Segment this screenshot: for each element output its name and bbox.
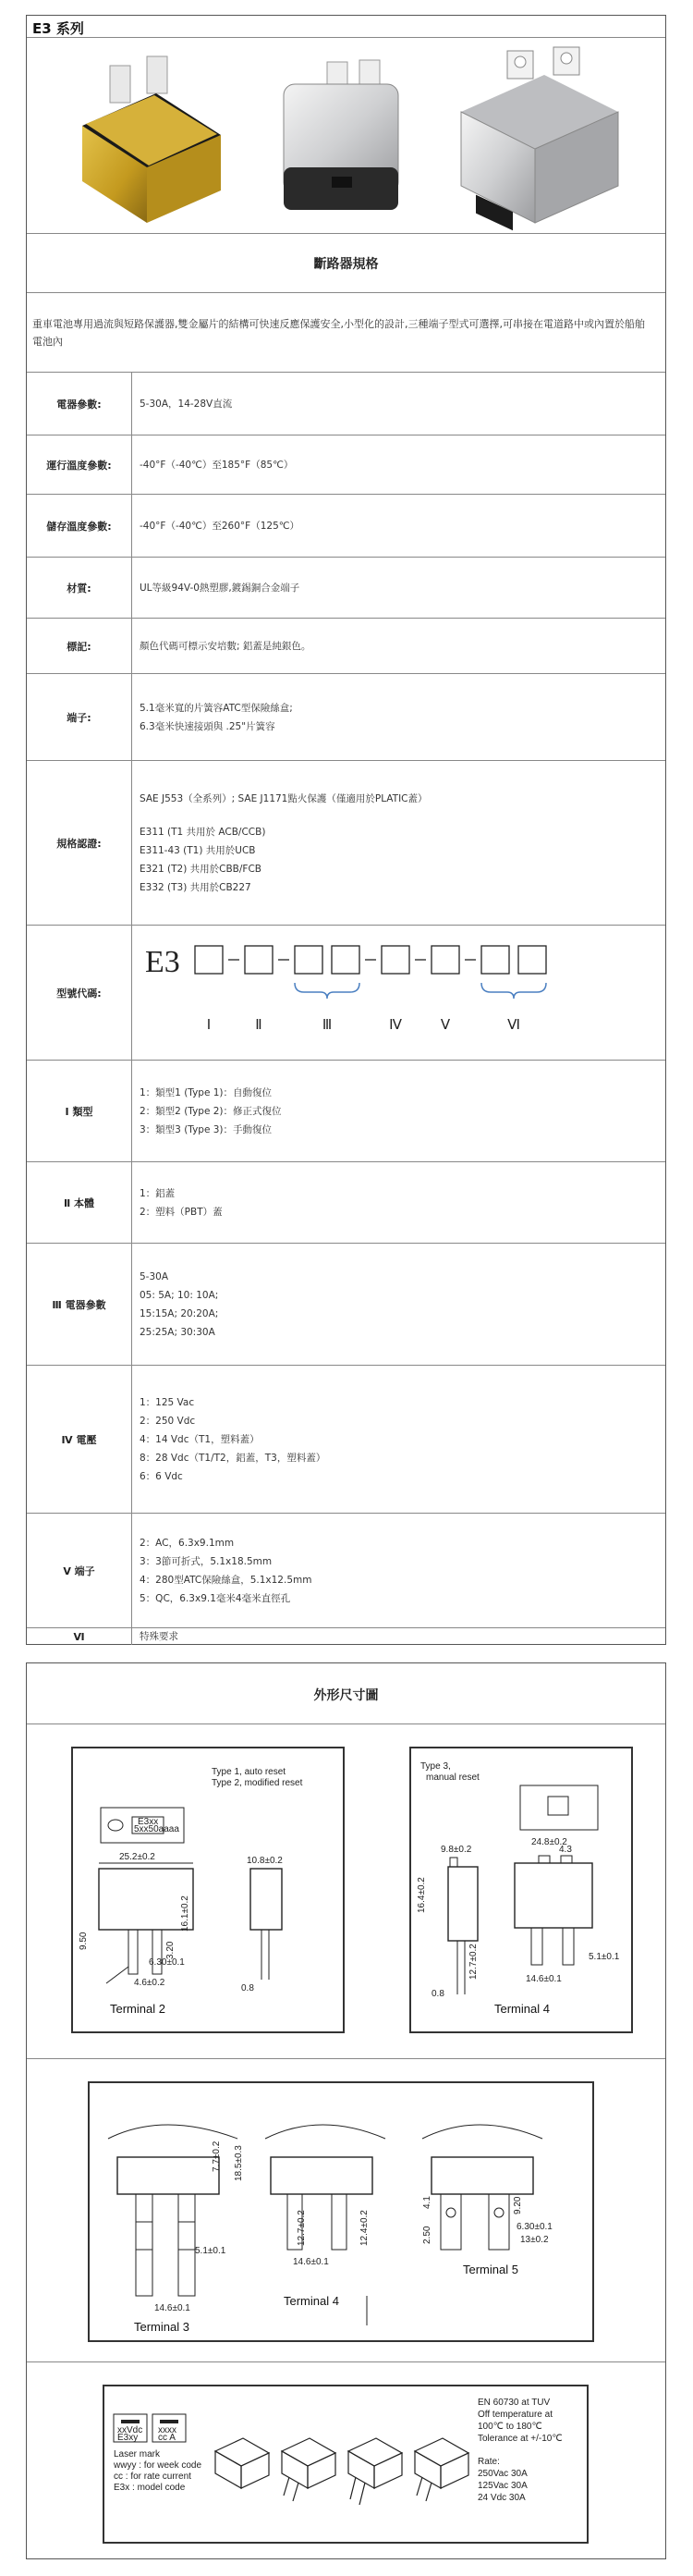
code-position-6: Ⅵ xyxy=(507,1018,520,1033)
dimension-label: 25.2±0.2 xyxy=(119,1852,155,1862)
spec-value: 5.1毫米寬的片簧容ATC型保險絲盒; xyxy=(140,702,293,714)
spec-value: -40°F（-40℃）至185°F（85℃） xyxy=(140,459,294,471)
dimension-label: 6.30±0.1 xyxy=(517,2222,553,2232)
code-box xyxy=(481,946,509,974)
option-value: 4：280型ATC保險絲盒，5.1x12.5mm xyxy=(140,1574,312,1586)
drawing-terminals-3-4-5 xyxy=(88,2081,594,2342)
option-row-special xyxy=(27,1628,665,1645)
dimension-section-3 xyxy=(27,2362,665,2558)
dimension-label: 12.7±0.2 xyxy=(297,2210,307,2246)
type-note: manual reset xyxy=(426,1773,480,1783)
terminal-label: Terminal 2 xyxy=(110,2002,165,2016)
option-row-body xyxy=(27,1162,665,1244)
label-text: 5xx50aaaa xyxy=(134,1824,179,1834)
dimension-label: 12.7±0.2 xyxy=(468,1944,479,1980)
code-box xyxy=(332,946,359,974)
spec-label: 端子: xyxy=(27,674,132,760)
dimension-label: 9.8±0.2 xyxy=(441,1845,472,1855)
spec-row-material xyxy=(27,558,665,619)
dimension-label: 4.6±0.2 xyxy=(134,1978,165,1988)
option-row-terminal xyxy=(27,1514,665,1628)
option-label: Ⅲ 電器參數 xyxy=(27,1244,132,1365)
dimension-label: 0.8 xyxy=(432,1989,444,1999)
dimension-heading: 外形尺寸圖 xyxy=(313,1688,379,1703)
spec-value: E321 (T2) 共用於CBB/FCB xyxy=(140,863,261,875)
spec-row-marking xyxy=(27,619,665,674)
bracket-group-3 xyxy=(295,983,359,999)
rate-text: 250Vac 30A xyxy=(478,2469,528,2479)
option-value: 特殊要求 xyxy=(140,1631,178,1642)
terminal-label: Terminal 4 xyxy=(284,2294,339,2308)
spec-value: -40°F（-40℃）至260°F（125℃） xyxy=(140,520,300,532)
terminal-label: Terminal 4 xyxy=(494,2002,550,2016)
option-value: 2：AC，6.3x9.1mm xyxy=(140,1537,235,1549)
legend-text: E3x : model code xyxy=(114,2483,186,2493)
spec-value: 顏色代碼可標示安培數; 鋁蓋是純銀色。 xyxy=(140,640,311,652)
rate-title: Rate: xyxy=(478,2457,500,2467)
dimension-label: 2.50 xyxy=(422,2226,432,2244)
title-row xyxy=(27,16,665,38)
intro-text: 重車電池專用過流與短路保護器,雙金屬片的結構可快速反應保護安全,小型化的設計,三種端子型式可選擇,可串接在電道路中或內置於船舶電池內 xyxy=(32,318,645,348)
spec-panel xyxy=(26,15,666,1645)
code-position-1: Ⅰ xyxy=(206,1018,212,1033)
type-note: Type 1, auto reset xyxy=(212,1767,286,1777)
dimension-label: 4.3 xyxy=(559,1845,572,1855)
code-brackets xyxy=(295,983,546,999)
spec-heading-row xyxy=(27,234,665,293)
spec-value: 5-30A，14-28V直流 xyxy=(140,398,233,410)
dimension-label: 9.50 xyxy=(79,1932,89,1950)
drawing-terminal-2-svg xyxy=(73,1748,343,2031)
spec-value: E332 (T3) 共用於CB227 xyxy=(140,881,251,893)
marking-text: cc A xyxy=(158,2433,176,2443)
spec-row-storage-temp xyxy=(27,495,665,558)
code-box xyxy=(382,946,409,974)
dimension-label: 0.8 xyxy=(241,1983,254,1993)
option-value: 5：QC，6.3x9.1毫米4毫米直徑孔 xyxy=(140,1592,291,1604)
dimension-label: 24.8±0.2 xyxy=(531,1837,567,1847)
spec-label: 電器參數: xyxy=(27,373,132,435)
legend-text: wwyy : for week code xyxy=(114,2460,202,2471)
dimension-label: 4.1 xyxy=(422,2196,432,2209)
rate-text: 125Vac 30A xyxy=(478,2481,528,2491)
code-box xyxy=(432,946,459,974)
code-box xyxy=(245,946,273,974)
option-value: 6：6 Vdc xyxy=(140,1470,183,1482)
product-photos xyxy=(27,38,665,234)
code-box xyxy=(295,946,322,974)
spec-label: 標記: xyxy=(27,619,132,673)
dimension-panel xyxy=(26,1662,666,2559)
cert-text: Off temperature at xyxy=(478,2410,553,2420)
dimension-label: 18.5±0.3 xyxy=(234,2145,244,2181)
code-boxes xyxy=(195,946,546,974)
spec-label: 材質: xyxy=(27,558,132,618)
silver-breaker-image xyxy=(284,60,398,210)
marking-drawing-svg xyxy=(104,2386,587,2542)
terminal-breaker-image xyxy=(461,47,618,230)
dimension-label: 16.4±0.2 xyxy=(417,1877,427,1913)
spec-value: E311-43 (T1) 共用於UCB xyxy=(140,844,256,856)
spec-row-electrical xyxy=(27,373,665,435)
breaker-sketches xyxy=(215,2438,468,2505)
spec-label: 運行溫度參數: xyxy=(27,435,132,494)
gold-breaker-image xyxy=(82,56,221,223)
spec-row-model-code xyxy=(27,926,665,1061)
drawing-terminal-4-svg xyxy=(411,1748,631,2031)
rate-text: 24 Vdc 30A xyxy=(478,2493,526,2503)
legend-text: Laser mark xyxy=(114,2449,161,2459)
bracket-group-6 xyxy=(481,983,546,999)
option-label: Ⅳ 電壓 xyxy=(27,1366,132,1513)
cert-text: Tolerance at +/-10℃ xyxy=(478,2434,563,2444)
option-value: 25:25A; 30:30A xyxy=(140,1326,215,1338)
option-value: 1：125 Vac xyxy=(140,1396,195,1408)
code-position-3: Ⅲ xyxy=(322,1018,333,1033)
type-note: Type 3, xyxy=(420,1761,451,1772)
option-value: 2：類型2 (Type 2)：修正式復位 xyxy=(140,1105,282,1117)
type-note: Type 2, modified reset xyxy=(212,1778,303,1788)
marking-drawing xyxy=(103,2385,589,2544)
dimension-label: 12.4±0.2 xyxy=(359,2210,370,2246)
option-value: 15:15A; 20:20A; xyxy=(140,1307,219,1319)
terminal-label: Terminal 3 xyxy=(134,2320,189,2334)
spec-label: 型號代碼: xyxy=(27,926,132,1061)
option-row-electrical xyxy=(27,1244,665,1366)
option-value: 1：類型1 (Type 1)：自動復位 xyxy=(140,1086,273,1098)
dimension-label: 13±0.2 xyxy=(520,2235,549,2245)
code-position-5: Ⅴ xyxy=(440,1018,451,1033)
option-value: 2：250 Vdc xyxy=(140,1415,196,1427)
terminal-label: Terminal 5 xyxy=(463,2263,518,2276)
option-value: 5-30A xyxy=(140,1270,169,1282)
drawing-terminal-2 xyxy=(71,1747,345,2033)
spec-label: 儲存溫度參數: xyxy=(27,495,132,557)
drawing-terminal-4 xyxy=(409,1747,633,2033)
spec-row-operating-temp xyxy=(27,435,665,495)
dimension-section-2 xyxy=(27,2059,665,2362)
option-value: 4：14 Vdc（T1，塑料蓋） xyxy=(140,1433,260,1445)
legend-text: cc : for rate current xyxy=(114,2472,191,2482)
code-position-4: Ⅳ xyxy=(389,1018,402,1033)
dimension-label: 7.7±0.2 xyxy=(212,2141,222,2172)
option-label: Ⅴ 端子 xyxy=(27,1514,132,1627)
dimension-label: 14.6±0.1 xyxy=(526,1974,562,1984)
option-value: 2：塑料（PBT）蓋 xyxy=(140,1206,223,1218)
option-value: 8：28 Vdc（T1/T2，鋁蓋，T3，塑料蓋） xyxy=(140,1452,326,1464)
code-box xyxy=(195,946,223,974)
dimension-label: 16.1±0.2 xyxy=(180,1895,190,1932)
spec-row-terminals xyxy=(27,674,665,761)
spec-row-certification xyxy=(27,761,665,926)
spec-label: 規格認證: xyxy=(27,761,132,925)
option-value: 1：鋁蓋 xyxy=(140,1187,176,1199)
option-row-type xyxy=(27,1061,665,1162)
code-position-2: Ⅱ xyxy=(255,1018,262,1033)
intro-row xyxy=(27,293,665,373)
dimension-heading-row xyxy=(27,1663,665,1724)
drawing-terminals-svg xyxy=(90,2083,592,2340)
series-title: E3 系列 xyxy=(32,20,84,37)
option-value: 3：3節可折式，5.1x18.5mm xyxy=(140,1555,273,1567)
breaker-photos-svg xyxy=(27,38,665,234)
code-box xyxy=(518,946,546,974)
dimension-label: 9.20 xyxy=(513,2196,523,2214)
dimension-label: 6.30±0.1 xyxy=(149,1957,185,1968)
marking-text: xxxx xyxy=(158,2425,176,2435)
cert-text: EN 60730 at TUV xyxy=(478,2398,551,2408)
dimension-label: 3.20 xyxy=(165,1941,176,1959)
model-code-prefix: E3 xyxy=(145,945,180,979)
option-label: Ⅰ 類型 xyxy=(27,1061,132,1161)
option-label: Ⅱ 本體 xyxy=(27,1162,132,1243)
spec-heading: 斷路器規格 xyxy=(313,257,379,272)
option-label: Ⅵ xyxy=(27,1628,132,1645)
option-value: 3：類型3 (Type 3)：手動復位 xyxy=(140,1123,273,1135)
spec-value: SAE J553（全系列）; SAE J1171點火保護（僅適用於PLATIC蓋） xyxy=(140,792,428,804)
spec-value: UL等級94V-0熱塑膠,鍍錫銅合金端子 xyxy=(140,582,300,594)
model-code-diagram xyxy=(136,926,663,1061)
dimension-label: 14.6±0.1 xyxy=(154,2303,190,2313)
dimension-label: 5.1±0.1 xyxy=(195,2246,226,2256)
option-value: 05: 5A; 10: 10A; xyxy=(140,1289,219,1301)
marking-text: xxVdc xyxy=(117,2425,143,2435)
spec-value: E311 (T1 共用於 ACB/CCB) xyxy=(140,826,266,838)
option-row-voltage xyxy=(27,1366,665,1514)
spec-value: 6.3毫米快速接頭與 .25"片簧容 xyxy=(140,720,275,732)
cert-text: 100℃ to 180℃ xyxy=(478,2422,542,2432)
dimension-label: 5.1±0.1 xyxy=(589,1952,620,1962)
dimension-label: 14.6±0.1 xyxy=(293,2257,329,2267)
marking-text: E3xy xyxy=(117,2433,139,2443)
dimension-label: 10.8±0.2 xyxy=(247,1856,283,1866)
dimension-section-1 xyxy=(27,1724,665,2059)
label-text: E3xx xyxy=(138,1817,159,1827)
